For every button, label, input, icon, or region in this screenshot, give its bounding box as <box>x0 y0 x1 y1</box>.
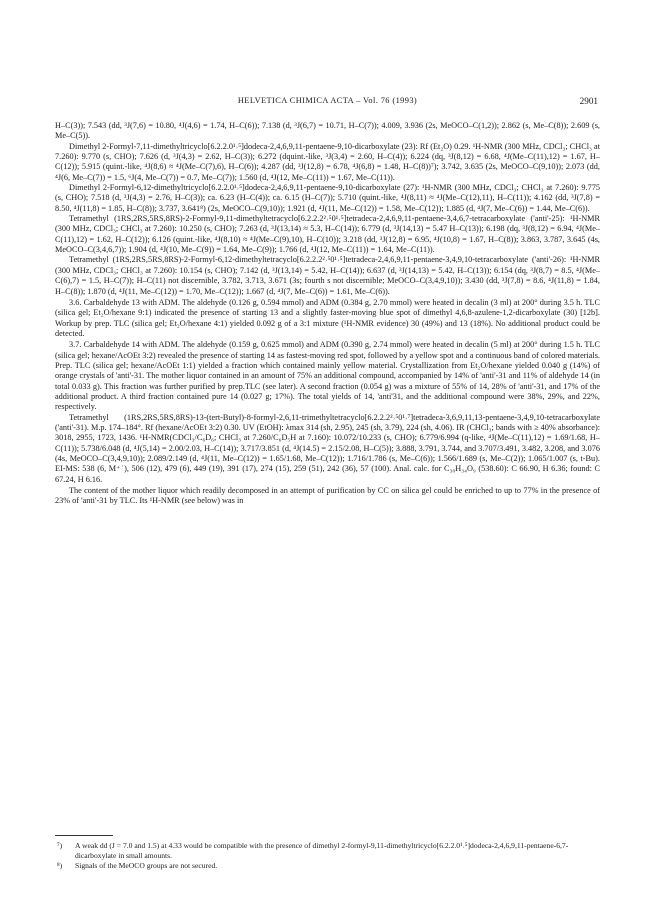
page-number: 2901 <box>579 96 598 106</box>
article-body <box>55 121 600 507</box>
page-header <box>55 96 600 110</box>
paragraph-compound-anti-31: Tetramethyl (1RS,2RS,5RS,8RS)-13-(tert-Butyl)-8-formyl-2,6,11-trimethyltetracyclo[6.2.2.2²˒⁵0¹˒⁷]tetradeca-3,6,9,11,13-pentaene-3,4,9,10-tetracarboxylate ('anti'-31). M.p. 174–184°. Rf (hexane/AcOEt 3:2) 0.30. UV (EtOH): λmax 314 (sh, 2.95), 245 (sh, 3.79), 224 (sh, 4.06). IR (CHCl₃; bands with ≥ 40% absorbance): 3018, 2955, 1723, 1436. ¹H-NMR(CDCl₃/C₆D₆; CHCl₃ at 7.260/C₆D₅H at 7.160): 10.072/10.233 (s, CHO); 6.779/6.994 (q-like, ⁴J(Me–C(11),12) = 1.69/1.68, H–C(11)); 5.738/6.048 (d, ⁴J(5,14) = 2.00/2.03, H–C(14)); 3.717/3.851 (d, ⁴J(14.5) = 2.15/2.08, H–C(5)); 3.888, 3.791, 3.744, and 3.707/3.491, 3.482, 3.208, and 3.076 (4s, MeOCO–C(3,4,9,10)); 2.089/2.149 (d, ⁴J(11, Me–C(12)) = 1.65/1.68, Me–C(12)); 1.716/1.786 (s, Me–C(6)); 1.566/1.689 (s, Me–C(2)); 1.065/1.007 (s, t-Bu). EI-MS: 538 (6, M⁺˙), 506 (12), 479 (6), 449 (19), 391 (17), 274 (15), 259 (51), 242 (36), 57 (100). Anal. calc. for C₃₀H₃₄O₉ (538.60): C 66.90, H 6.36; found: C 67.24, H 6.16. <box>55 412 600 484</box>
paragraph-compound-27: Dimethyl 2-Formyl-6,12-dimethyltricyclo[6.2.2.0¹˒⁵]dodeca-2,4,6,9,11-pentaene-9,10-dicarboxylate (27): ¹H-NMR (300 MHz, CDCl₃; CHCl₃ at 7.260): 9.775 (s, CHO); 7.518 (d, ³J(4,3) = 2.76, H–C(3)); ca. 6.23 (H–C(4)); ca. 6.15 (H–C(7)); 5.710 (quint.-like, ⁴J(8,11) ≈ ⁴J(Me–C(12),11), H–C(11)); 4.162 (dd, ³J(7,8) = 8.50, ⁴J(11,8) = 1.85, H–C(8)); 3.737, 3.641⁸) (2s, MeOCO–C(9,10)); 1.921 (d, ⁴J(11, Me–C(12)) = 1.58, Me–C(12)); 1.885 (d, ⁴J(7, Me–C(6)) = 1.44, Me–C(6)). <box>55 183 600 213</box>
paragraph-section-3-6: 3.6. Carbaldehyde 13 with ADM. The aldehyde (0.126 g, 0.594 mmol) and ADM (0.384 g, 2.70 mmol) were heated in decalin (3 ml) at 200° during 3.5 h. TLC (silica gel; Et₂O/hexane 9:1) indicated the presence of starting 13 and a slightly faster-moving blue spot of dimethyl 4,6,8-azulene-1,2-dicarboxylate (30) [12b]. Workup by prep. TLC (silica gel; Et₂O/hexane 4:1) yielded 0.092 g of a 3:1 mixture (¹H-NMR evidence) 30 (49%) and 13 (18%). No additional product could be detected. <box>55 297 600 338</box>
paragraph-section-3-7: 3.7. Carbaldehyde 14 with ADM. The aldehyde (0.159 g, 0.625 mmol) and ADM (0.390 g, 2.74 mmol) were heated in decalin (5 ml) at 200° during 1.5 h. TLC (silica gel; hexane/AcOEt 3:2) revealed the presence of starting 14 as fastest-moving red spot, followed by a yellow spot and a continuous band of colored materials. Prep. TLC (silica gel; hexane/AcOEt 1:1) yielded a fraction which contained mainly yellow material. Crystallization from Et₂O/hexane yielded 0.040 g (14%) of orange crystals of 'anti'-31. The mother liquor contained in an amount of 75% an additional compound, accompanied by 14% of 'anti'-31 and 11% of aldehyde 14 (in total 0.033 g). This fraction was further purified by prep.TLC (see later). A second fraction (0.054 g) was a mixture of 55% of 14, 28% of 'anti'-31, and 17% of the additional product. A third fraction contained pure 14 (0.027 g; 17%). The total yields of 14, 'anti'31, and the additional compound were 38%, 29%, and 22%, respectively. <box>55 340 600 412</box>
footnote-mark: ⁸) <box>57 861 63 870</box>
paragraph-compound-23: Dimethyl 2-Formyl-7,11-dimethyltricyclo[6.2.2.0¹˒⁵]dodeca-2,4,6,9,11-pentaene-9,10-dicarboxylate (23): Rf (Et₂O) 0.29. ¹H-NMR (300 MHz, CDCl₃; CHCl₃ at 7.260): 9.770 (s, CHO); 7.626 (d, ³J(4,3) = 2.62, H–C(3)); 6.272 (dquint.-like, ³J(3,4) = 2.60, H–C(4)); 6.224 (dq, ³J(8,12) = 6.68, ⁴J(Me–C(11),12) = 1.67, H–C(12)); 5.915 (quint.-like, ⁴J(8,6) ≈ ⁴J(Me–C(7),6), H–C(6)); 4.287 (dd, ³J(12,8) = 6.78, ⁴J(6,8) = 1.48, H–C(8))⁷); 3.742, 3.635 (2s, MeOCO–C(9,10)); 2.073 (dd, ⁴J(6, Me–C(7)) = 1.5, ⁶J(4, Me–C(7)) = 0.7, Me–C(7)); 1.560 (d, ⁴J(12, Me–C(11)) = 1.67, Me–C(11)). <box>55 141 600 182</box>
paragraph-nmr-continuation: H–C(3)); 7.543 (dd, ³J(7,6) = 10.80, ⁴J(4,6) = 1.74, H–C(6)); 7.138 (d, ³J(6,7) = 10.71, H–C(7)); 4.009, 3.936 (2s, MeOCO–C(1,2)); 2.862 (s, Me–C(8)); 2.609 (s, Me–C(5)). <box>55 121 600 141</box>
footnote-text: Signals of the MeOCO groups are not secured. <box>75 861 218 870</box>
paragraph-compound-anti-26: Tetramethyl (1RS,2RS,5RS,8RS)-2-Formyl-6,12-dimethyltetracyclo[6.2.2.2²˒⁵0¹˒⁵]tetradeca-2,4,6,9,11-pentaene-3,4,9,10-tetracarboxylate ('anti'-26): ¹H-NMR (300 MHz, CDCl₃; CHCl₃ at 7.260): 10.154 (s, CHO); 7.142 (d, ³J(13,14) = 5.42, H–C(14)); 6.637 (d, ³J(14,13) = 5.42, H–C(13)); 6.154 (dq, ³J(8,7) = 8.5, ⁴J(Me–C(6),7) = 1.5, H–C(7)); H–C(11) not discernible, 3.782, 3.713, 3.671 (3s; fourth s not discernible; MeOCO–C(3,4,9,10)); 3.430 (dd, ³J(7,8) = 8.6, ⁴J(11,8) = 1.84, H–C(8)); 1.870 (d, ⁴J(11, Me–C(12)) = 1.70, Me–C(12)); 1.667 (d, ⁴J(7, Me–C(6)) = 1.61, Me–C(6)). <box>55 255 600 296</box>
paragraph-mother-liquor: The content of the mother liquor which readily decomposed in an attempt of purification by CC on silica gel could be enriched to up to 77% in the presence of 23% of 'anti'-31 by TLC. Its ¹H-NMR (see below) was in <box>55 486 600 506</box>
running-head: HELVETICA CHIMICA ACTA – Vol. 76 (1993) <box>237 96 418 105</box>
footnote-mark: ⁷) <box>57 841 63 850</box>
footnote-7 <box>55 841 600 861</box>
footnote-text: A weak dd (J = 7.0 and 1.5) at 4.33 would be compatible with the presence of dimethyl 2-formyl-9,11-dimethyltricyclo[6.2.2.0¹˒⁵]dodeca-2,4,6,9,11-pentaene-6,7-dicarboxylate in small amounts. <box>75 841 569 860</box>
paragraph-compound-anti-25: Tetramethyl (1RS,2RS,5RS,8RS)-2-Formyl-9,11-dimethyltetracyclo[6.2.2.2²˒⁵0¹˒⁵]tetradeca-2,4,6,9,11-pentaene-3,4,6,7-tetracarboxylate ('anti'-25): ¹H-NMR (300 MHz, CDCl₃; CHCl₃ at 7.260): 10.250 (s, CHO); 7.263 (d, ³J(13,14) ≈ 5.3, H–C(14)); 6.779 (d, ³J(14,13) = 5.47 H–C(13)); 6.198 (dq, ³J(8,12) = 6.94, ⁴J(Me–C(11),12) = 1.62, H–C(12)); 6.126 (quint.-like, ⁴J(8,10) ≈ ⁴J(Me–C(9),10), H–C(10)); 3.218 (dd, ³J(12,8) = 6.95, ⁴J(10,8) = 1.67, H–C(8)); 3.863, 3.787, 3.645 (4s, MeOCO–C(3,4,6,7)); 1.904 (d, ⁴J(10, Me–C(9)) = 1.64, Me–C(9)); 1.766 (d, ⁴J(12, Me–C(11)) = 1.64, Me–C(11)). <box>55 214 600 255</box>
footnote-rule <box>55 835 113 836</box>
footnote-8 <box>55 861 600 871</box>
footnotes <box>55 841 600 871</box>
